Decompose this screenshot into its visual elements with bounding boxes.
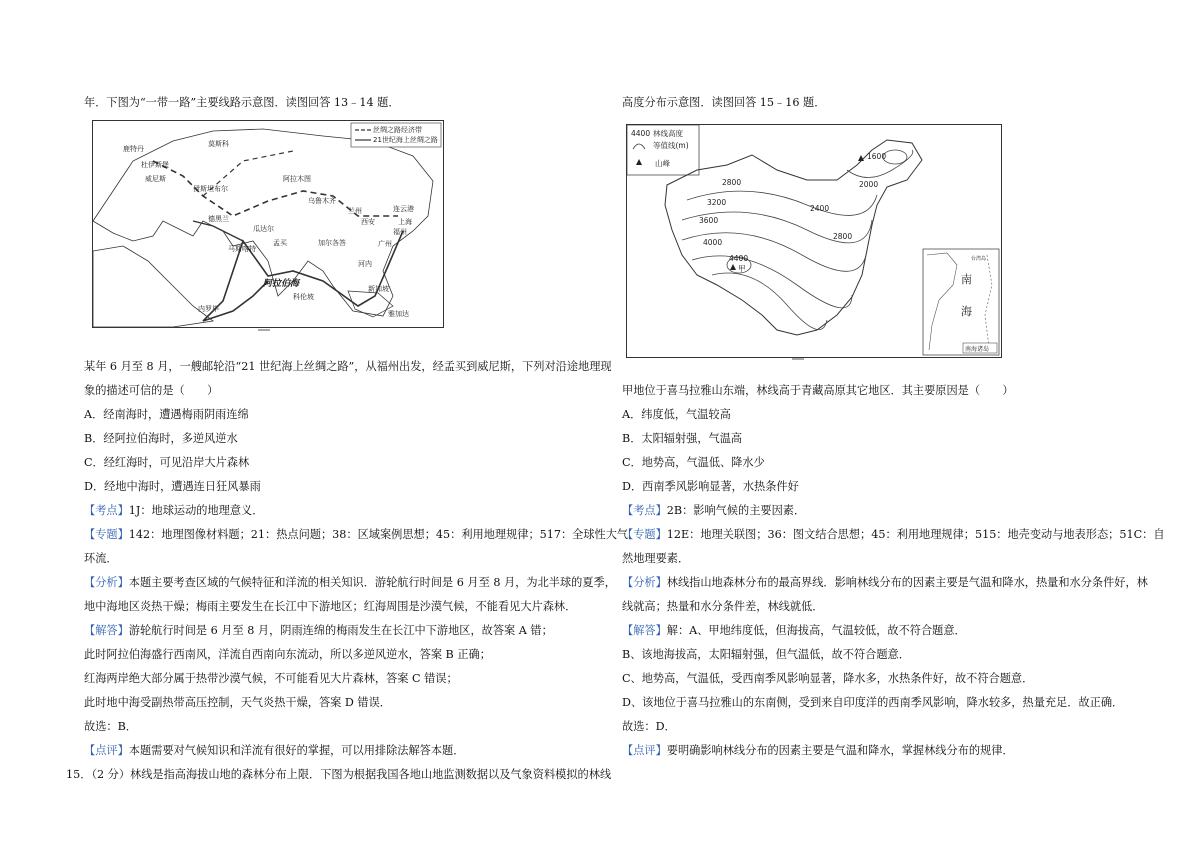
question-13: 某年 6 月至 8 月，一艘邮轮沿“21 世纪海上丝绸之路”，从福州出发，经孟买到威尼斯，下列对沿途地理现 xyxy=(84,360,612,373)
place-label: 河内 xyxy=(358,260,372,268)
contour-label: 3600 xyxy=(699,216,719,225)
place-label: 广州 xyxy=(378,240,392,248)
fenxi-text: 本题主要考查区域的气候特征和洋流的相关知识．游轮航行时间是 6 月至 8 月，为北半球的夏季， xyxy=(128,576,616,589)
sea-label: 阿拉伯海 xyxy=(263,279,300,289)
answer-text: 故选：B． xyxy=(84,720,137,733)
inset-map xyxy=(923,249,999,355)
fenxi-tag: 【分析】 xyxy=(84,576,129,589)
fenxi-text: 林线指山地森林分布的最高界线．影响林线分布的因素主要是气温和降水，热量和水分条件好，林 xyxy=(666,576,1148,589)
option-a: A．纬度低，气温较高 xyxy=(622,408,731,421)
contour-label: 4000 xyxy=(703,238,723,247)
place-label: 莫斯科 xyxy=(208,140,229,148)
inset-label: 台湾岛 xyxy=(971,256,987,262)
place-label: 连云港 xyxy=(393,205,414,213)
place-label: 马斯喀特 xyxy=(228,245,256,253)
place-label: 福州 xyxy=(393,228,407,236)
zhuanti-text: 142：地理图像材料题；21：热点问题；38：区域案例思想；45：利用地理规律；517：全球性大气 xyxy=(128,528,629,541)
zhuanti-tag: 【专题】 xyxy=(622,528,667,541)
option-c: C．地势高，气温低、降水少 xyxy=(622,456,765,469)
place-label: 乌鲁木齐 xyxy=(308,197,336,205)
option-d: D．经地中海时，遭遇连日狂风暴雨 xyxy=(84,480,261,493)
fenxi-cont: 线就高；热量和水分条件差，林线就低． xyxy=(622,600,824,613)
mountain-peak-icon xyxy=(858,155,864,161)
belt-road-map xyxy=(92,120,444,328)
jieda-tag: 【解答】 xyxy=(622,624,667,637)
legend-maritime: 21世纪海上丝绸之路 xyxy=(373,136,438,144)
question-15: 15．（2 分）林线是指高海拔山地的森林分布上限．下图为根据我国各地山地监测数据以及气象资料模拟的林线 xyxy=(66,768,612,781)
question-13-cont: 象的描述可信的是（ ） xyxy=(84,384,219,397)
zhuanti-tag: 【专题】 xyxy=(84,528,129,541)
place-label: 新加坡 xyxy=(368,285,389,293)
contour-label: 2800 xyxy=(833,232,853,241)
jieda-cont-1: B、该地海拔高，太阳辐射强，但气温低，故不符合题意． xyxy=(622,648,910,661)
place-label: 内罗毕 xyxy=(198,305,219,313)
legend-line-1: 林线高度 xyxy=(653,129,683,138)
place-label: 孟买 xyxy=(273,239,287,247)
dianping-text: 本题需要对气候知识和洋流有很好的掌握，可以用排除法解答本题． xyxy=(128,744,465,757)
legend-line-3: 山峰 xyxy=(655,159,670,168)
fenxi-cont: 地中海地区炎热干燥；梅雨主要发生在长江中下游地区；红海周围是沙漠气候，不能看见大片森林． xyxy=(84,600,577,613)
zhuanti-text: 12E：地理关联图；36：图文结合思想；45：利用地理规律；515：地壳变动与地表形态；51C：自 xyxy=(666,528,1165,541)
inset-label: 南 xyxy=(961,273,972,286)
kaodian-text: 1J：地球运动的地理意义． xyxy=(128,504,264,517)
dianping-tag: 【点评】 xyxy=(622,744,667,757)
zhuanti-cont: 环流． xyxy=(84,552,118,565)
place-label: 鹿特丹 xyxy=(123,145,144,153)
place-label: 科伦坡 xyxy=(293,293,314,301)
option-a: A．经南海时，遭遇梅雨阴雨连绵 xyxy=(84,408,249,421)
inset-label: 海 xyxy=(961,305,972,318)
jieda-cont-2: C、地势高，气温低，受西南季风影响显著，降水多，水热条件好，故不符合题意． xyxy=(622,672,1034,685)
contour-label: 2000 xyxy=(859,180,879,189)
place-label: 兰州 xyxy=(348,207,362,215)
question-16: 甲地位于喜马拉雅山东端，林线高于青藏高原其它地区．其主要原因是（ ） xyxy=(622,384,1014,397)
jieda-cont-2: 红海两岸绝大部分属于热带沙漠气候，不可能看见大片森林，答案 C 错误； xyxy=(84,672,458,685)
place-label: 雅加达 xyxy=(388,310,409,318)
dianping-line xyxy=(84,739,604,763)
place-label: 西安 xyxy=(361,218,375,226)
contour-label: 1600 xyxy=(867,152,887,161)
option-c: C．经红海时，可见沿岸大片森林 xyxy=(84,456,250,469)
legend-sample-value: 4400 xyxy=(631,129,651,138)
legend-belt: 丝绸之路经济带 xyxy=(373,126,422,134)
jieda-text: 游轮航行时间是 6 月至 8 月，阴雨连绵的梅雨发生在长江中下游地区，故答案 A 错； xyxy=(128,624,553,637)
option-b: B．太阳辐射强，气温高 xyxy=(622,432,743,445)
place-label: 杜伊斯堡 xyxy=(141,161,169,169)
inset-label: 南海诸岛 xyxy=(965,346,990,353)
place-label: 威尼斯 xyxy=(145,175,166,183)
kaodian-line xyxy=(84,499,604,523)
option-b: B．经阿拉伯海时，多逆风逆水 xyxy=(84,432,238,445)
treeline-map-svg xyxy=(627,125,1001,357)
zhuanti-line xyxy=(84,523,629,547)
figure-caption-mark xyxy=(792,358,804,360)
fenxi-line xyxy=(84,571,616,595)
kaodian-text: 2B：影响气候的主要因素． xyxy=(666,504,806,517)
intro-text: 年．下图为“一带一路”主要线路示意图．读图回答 13﹣14 题． xyxy=(84,96,400,109)
zhuanti-line xyxy=(622,523,1165,547)
option-d: D．西南季风影响显著，水热条件好 xyxy=(622,480,799,493)
fenxi-tag: 【分析】 xyxy=(622,576,667,589)
contour-label: 4400 xyxy=(729,254,749,263)
point-label: 甲 xyxy=(738,264,746,273)
place-label: 上海 xyxy=(398,218,412,226)
legend-line-2: 等值线(m) xyxy=(653,141,689,150)
contour-label: 2400 xyxy=(810,204,830,213)
answer-text: 故选：D． xyxy=(622,720,676,733)
contour-label: 2800 xyxy=(722,178,742,187)
place-label: 阿拉木图 xyxy=(283,175,311,183)
belt-road-map-svg xyxy=(93,121,443,327)
treeline-map xyxy=(626,124,1002,358)
jieda-cont-3: 此时地中海受副热带高压控制，天气炎热干燥，答案 D 错误． xyxy=(84,696,391,709)
place-label: 伊斯坦布尔 xyxy=(193,185,228,193)
kaodian-line xyxy=(622,499,1002,523)
jieda-cont-3: D、该地位于喜马拉雅山的东南侧，受到来自印度洋的西南季风影响，降水较多，热量充足．故正确． xyxy=(622,696,1124,709)
place-label: 德黑兰 xyxy=(208,215,229,223)
dianping-text: 要明确影响林线分布的因素主要是气温和降水，掌握林线分布的规律． xyxy=(666,744,1014,757)
intro-text: 高度分布示意图．读图回答 15﹣16 题． xyxy=(622,96,826,109)
jieda-line xyxy=(622,619,1002,643)
jieda-line xyxy=(84,619,604,643)
place-label: 瓜达尔 xyxy=(253,225,274,233)
place-label: 加尔各答 xyxy=(318,239,346,247)
jieda-text: 解：A、甲地纬度低，但海拔高，气温较低，故不符合题意． xyxy=(666,624,966,637)
kaodian-tag: 【考点】 xyxy=(622,504,667,517)
fenxi-line xyxy=(622,571,1148,595)
dianping-tag: 【点评】 xyxy=(84,744,129,757)
dianping-line xyxy=(622,739,1014,763)
figure-caption-mark xyxy=(258,329,270,331)
jieda-cont-1: 此时阿拉伯海盛行西南风，洋流自西南向东流动，所以多逆风逆水，答案 B 正确； xyxy=(84,648,491,661)
contour-label: 3200 xyxy=(707,198,727,207)
mountain-peak-icon xyxy=(730,264,736,270)
kaodian-tag: 【考点】 xyxy=(84,504,129,517)
jieda-tag: 【解答】 xyxy=(84,624,129,637)
zhuanti-cont: 然地理要素． xyxy=(622,552,690,565)
